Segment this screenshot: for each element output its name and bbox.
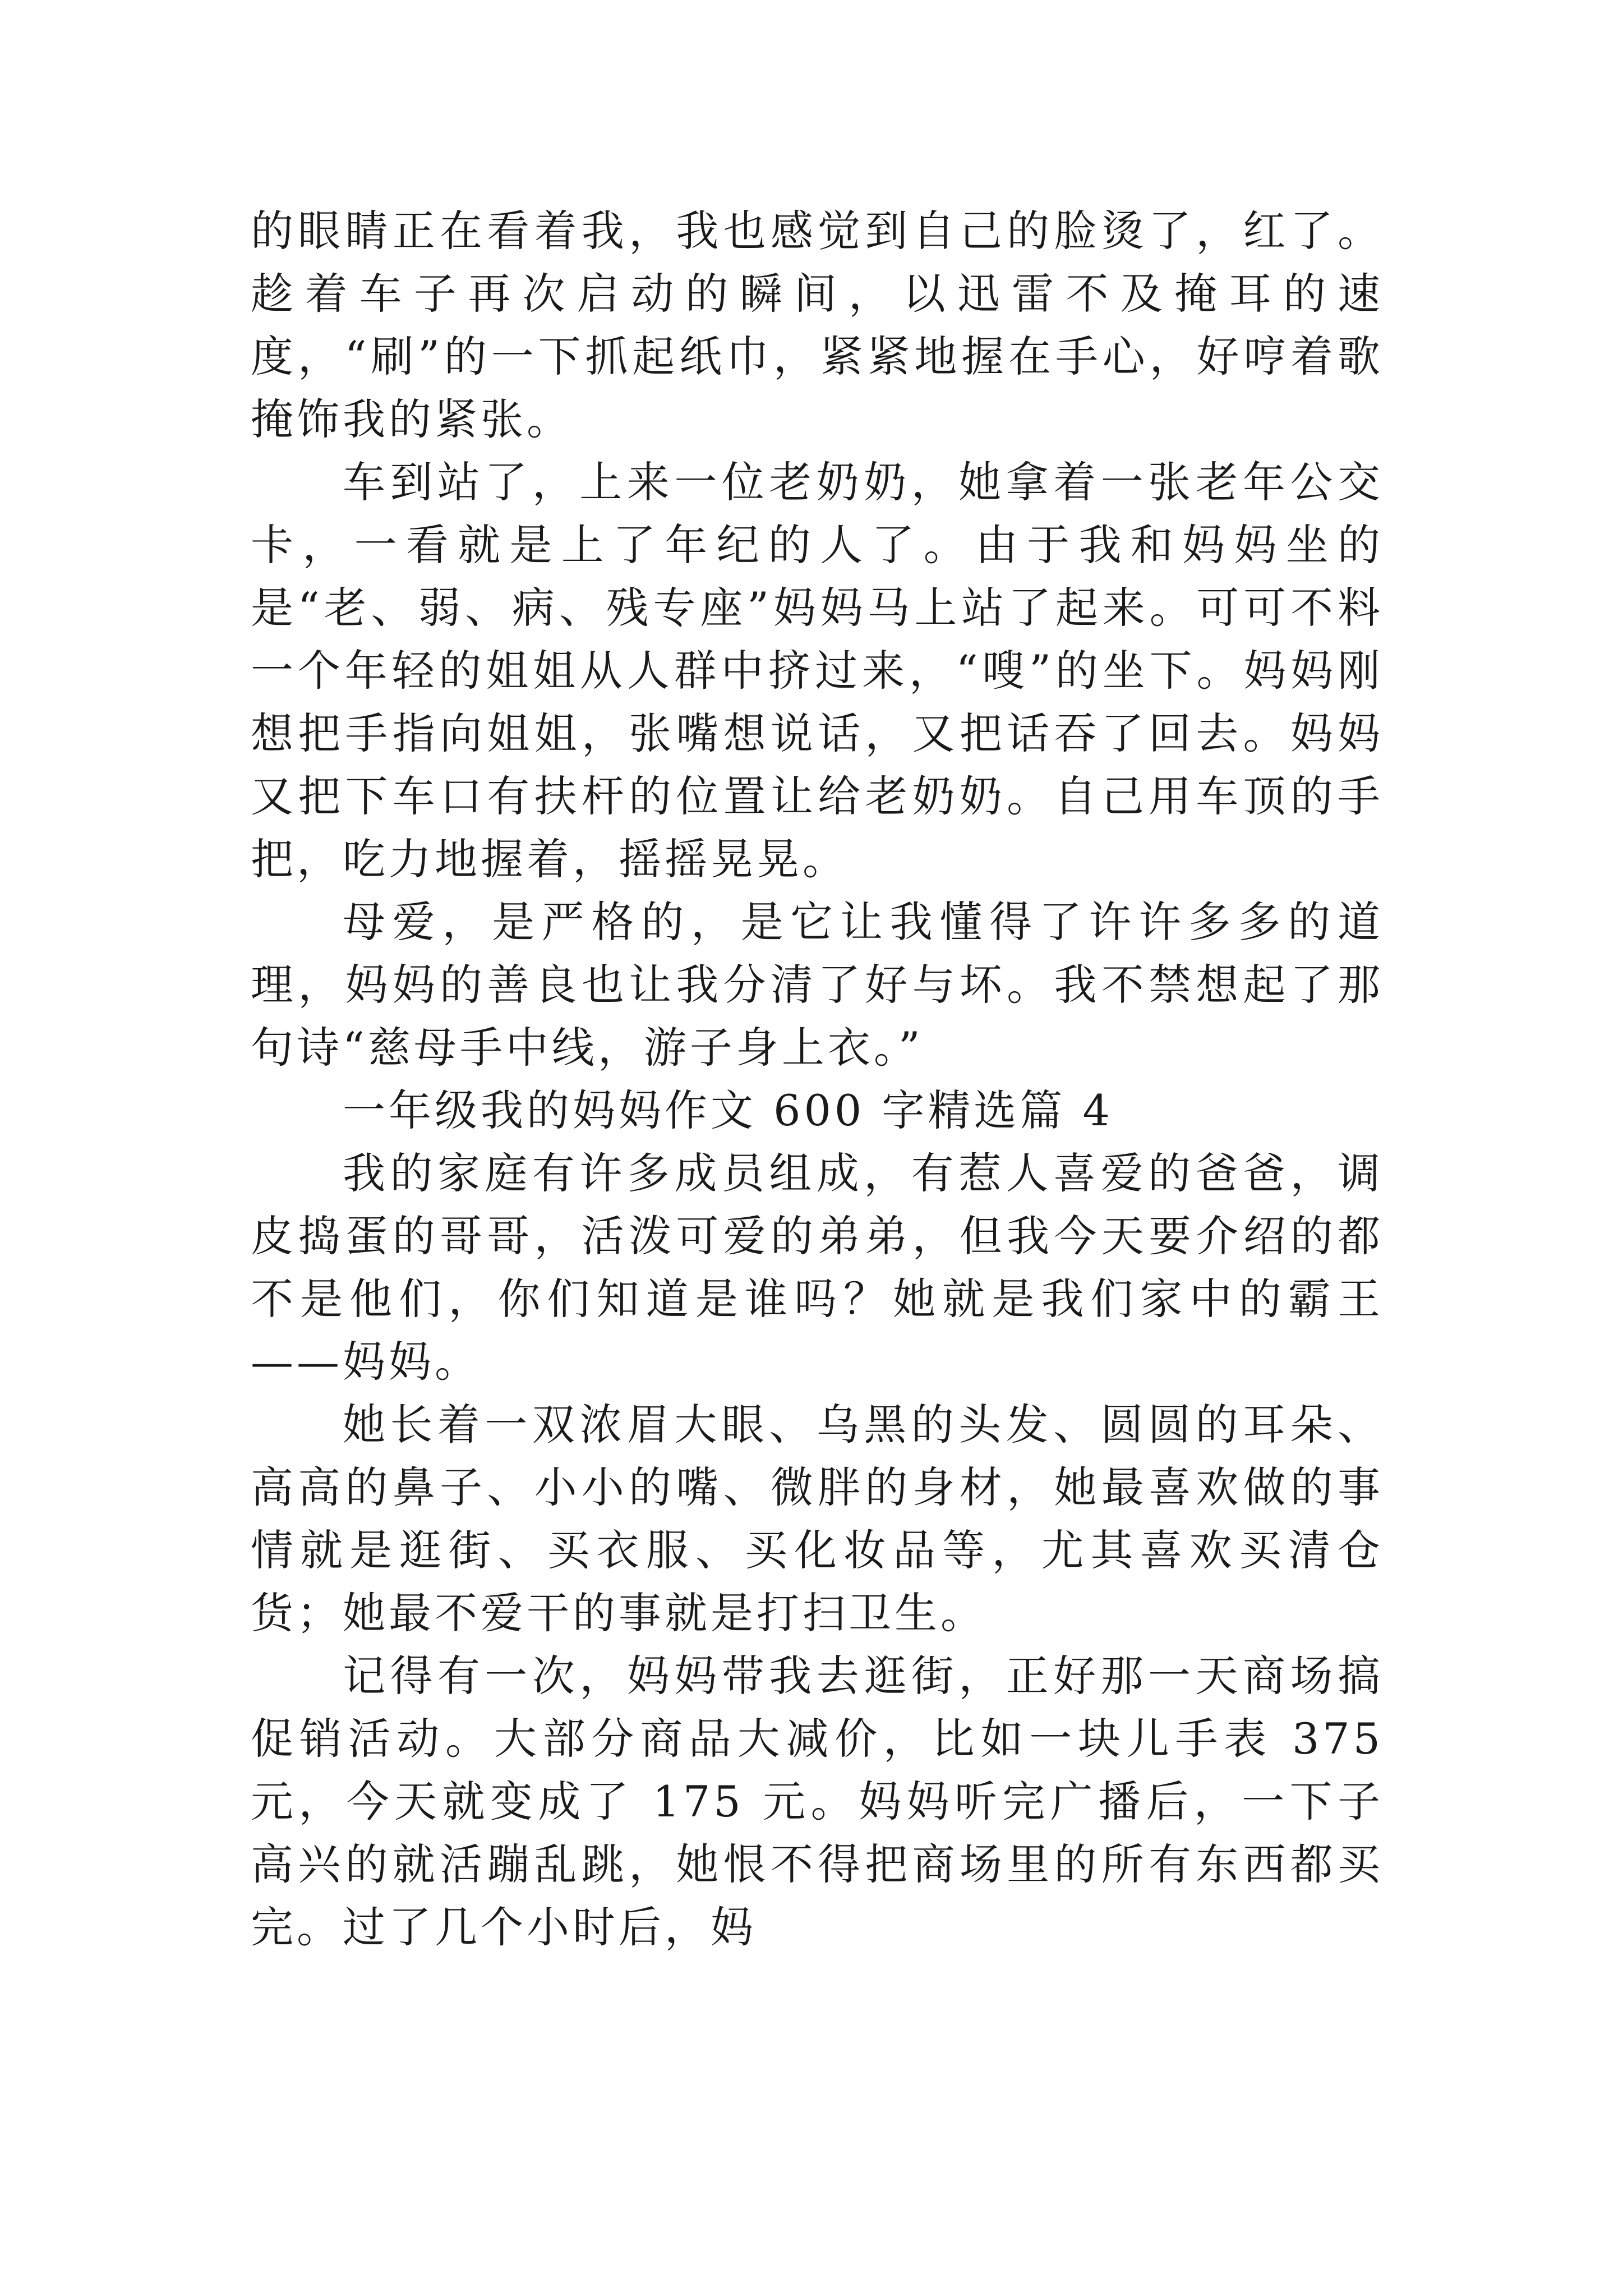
body-text — [251, 200, 1384, 1959]
paragraph: 我的家庭有许多成员组成，有惹人喜爱的爸爸，调皮捣蛋的哥哥，活泼可爱的弟弟，但我今天要介绍的都不是他们，你们知道是谁吗？她就是我们家中的霸王——妈妈。 — [251, 1148, 1384, 1387]
paragraph: 的眼睛正在看着我，我也感觉到自己的脸烫了，红了。趁着车子再次启动的瞬间，以迅雷不及掩耳的速度，“刷”的一下抓起纸巾，紧紧地握在手心，好哼着歌掩饰我的紧张。 — [251, 206, 1384, 444]
paragraph: 母爱，是严格的，是它让我懂得了许许多多的道理，妈妈的善良也让我分清了好与坏。我不禁想起了那句诗“慈母手中线，游子身上衣。” — [251, 897, 1384, 1073]
paragraph: 她长着一双浓眉大眼、乌黑的头发、圆圆的耳朵、高高的鼻子、小小的嘴、微胖的身材，她最喜欢做的事情就是逛街、买衣服、买化妆品等，尤其喜欢买清仓货；她最不爱干的事就是打扫卫生。 — [251, 1400, 1384, 1638]
section-heading: 一年级我的妈妈作文 600 字精选篇 4 — [343, 1085, 1113, 1135]
paragraph: 车到站了，上来一位老奶奶，她拿着一张老年公交卡，一看就是上了年纪的人了。由于我和妈妈坐的是“老、弱、病、残专座”妈妈马上站了起来。可可不料一个年轻的姐姐从人群中挤过来，“嗖”的坐下。妈妈刚想把手指向姐姐，张嘴想说话，又把话吞了回去。妈妈又把下车口有扶杆的位置让给老奶奶。自己用车顶的手把，吃力地握着，摇摇晃晃。 — [251, 457, 1384, 884]
paragraph: 记得有一次，妈妈带我去逛街，正好那一天商场搞促销活动。大部分商品大减价，比如一块儿手表 375 元，今天就变成了 175 元。妈妈听完广播后，一下子高兴的就活蹦乱跳，她恨不得把商场里的所有东西都买完。过了几个小时后，妈 — [251, 1651, 1384, 1952]
